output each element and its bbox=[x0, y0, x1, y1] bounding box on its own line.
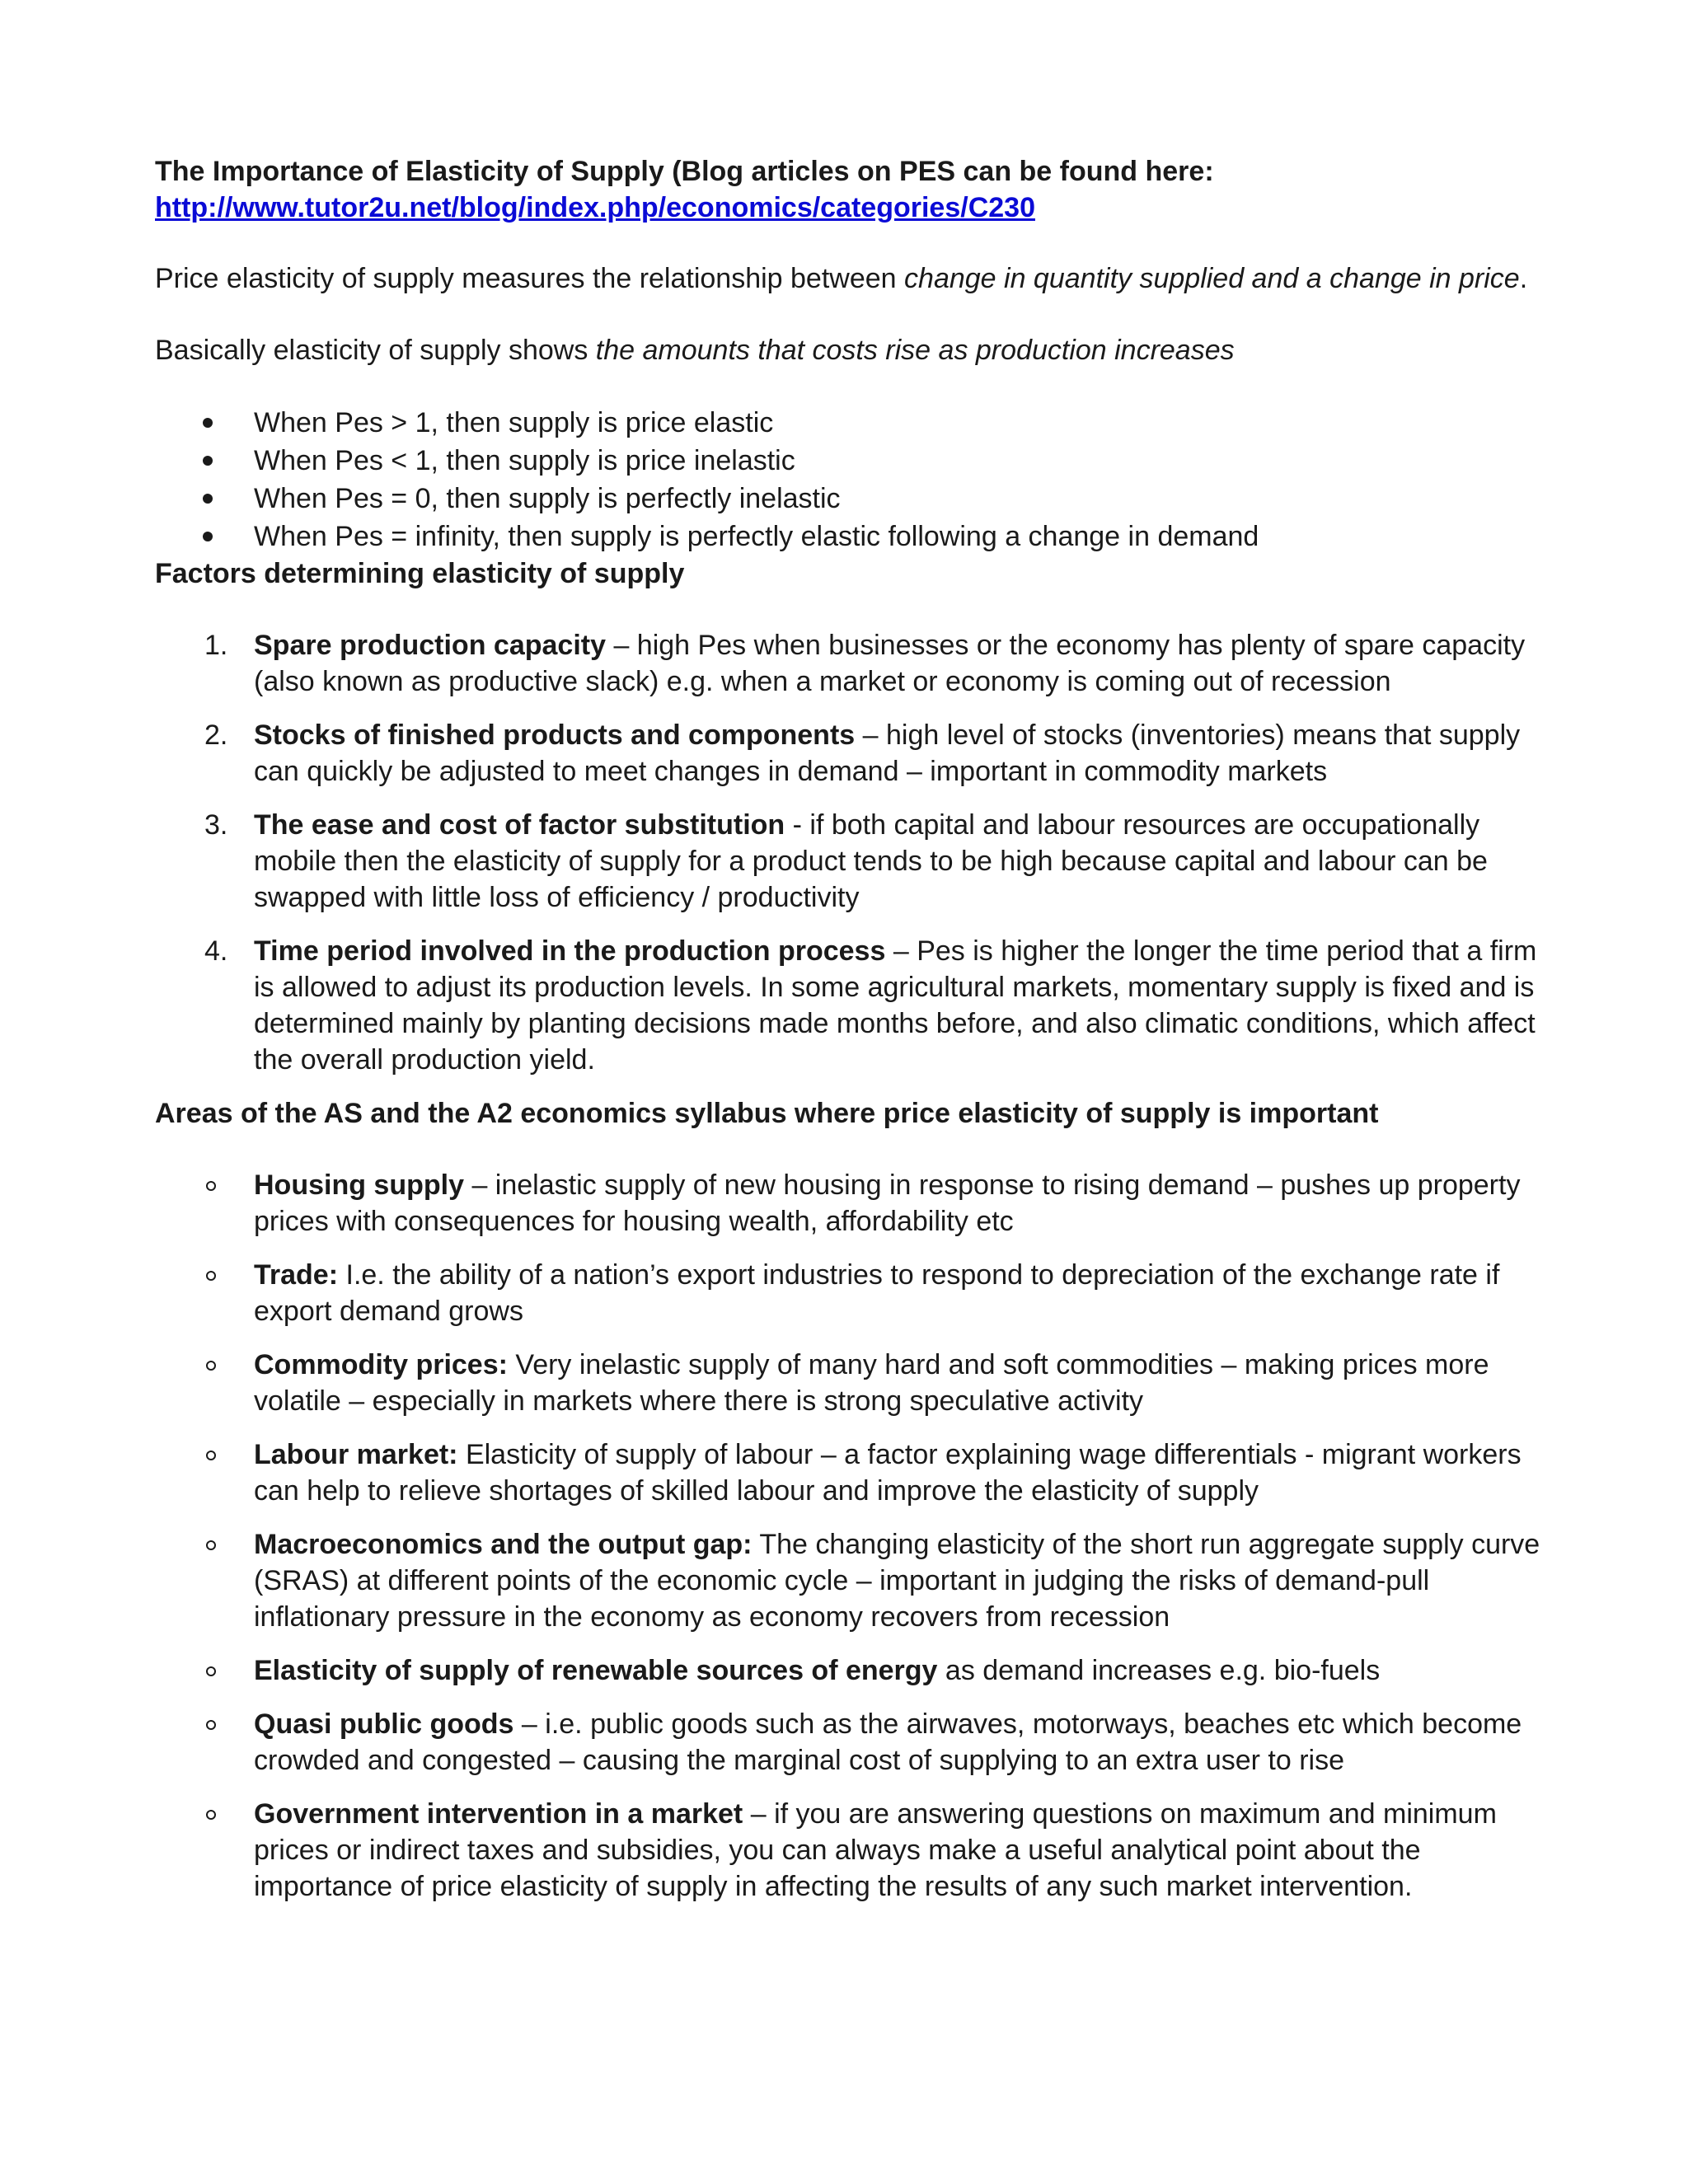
factor-text: - if both capital and labour resources are occupationally mobile then the elasticity of supply for a product tends to be high because capital and labour can be swapped with little loss of efficiency / productivity bbox=[254, 809, 1488, 913]
list-item bbox=[155, 442, 1548, 480]
list-item bbox=[155, 1706, 1548, 1779]
area-title: Elasticity of supply of renewable sources of energy bbox=[254, 1655, 938, 1686]
factor-text: – high level of stocks (inventories) means that supply can quickly be adjusted to meet changes in demand – important in commodity markets bbox=[254, 719, 1521, 787]
areas-heading: Areas of the AS and the A2 economics syllabus where price elasticity of supply is important bbox=[155, 1098, 1379, 1129]
list-item bbox=[155, 1526, 1548, 1635]
factor-title: Spare production capacity bbox=[254, 630, 606, 661]
area-text: Elasticity of supply of labour – a factor explaining wage differentials - migrant workers can help to relieve shortages of skilled labour and improve the elasticity of supply bbox=[254, 1439, 1522, 1507]
circle-bullet-icon bbox=[206, 1666, 216, 1676]
list-item bbox=[155, 717, 1548, 790]
intro-paragraph-2 bbox=[155, 332, 1548, 368]
area-text: – i.e. public goods such as the airwaves, motorways, beaches etc which become crowded and congested – causing the marginal cost of supplying to an extra user to rise bbox=[254, 1708, 1522, 1776]
bullet-icon bbox=[203, 532, 213, 541]
list-item bbox=[155, 518, 1548, 555]
area-title: Macroeconomics and the output gap: bbox=[254, 1529, 753, 1560]
list-item bbox=[155, 1347, 1548, 1419]
intro2-italic: the amounts that costs rise as production increases bbox=[595, 335, 1235, 366]
area-text: I.e. the ability of a nation’s export industries to respond to depreciation of the exchange rate if export demand grows bbox=[254, 1259, 1500, 1327]
list-item bbox=[155, 627, 1548, 700]
intro-paragraph-1 bbox=[155, 260, 1548, 297]
bullet-text: When Pes < 1, then supply is price inelastic bbox=[254, 445, 795, 476]
intro2-text: Basically elasticity of supply shows bbox=[155, 335, 596, 366]
list-item bbox=[155, 480, 1548, 518]
list-item bbox=[155, 1652, 1548, 1689]
item-number: 2. bbox=[204, 719, 228, 751]
area-text: as demand increases e.g. bio-fuels bbox=[937, 1655, 1381, 1686]
factors-list bbox=[155, 627, 1548, 1078]
document-page bbox=[155, 153, 1548, 1922]
bullet-text: When Pes = 0, then supply is perfectly inelastic bbox=[254, 483, 841, 514]
factor-text: – high Pes when businesses or the economy has plenty of spare capacity (also known as productive slack) e.g. when a market or economy is coming out of recession bbox=[254, 630, 1526, 697]
item-number: 4. bbox=[204, 935, 228, 967]
item-number: 3. bbox=[204, 809, 228, 841]
intro1-end: . bbox=[1519, 263, 1528, 294]
area-text: – if you are answering questions on maximum and minimum prices or indirect taxes and subsidies, you can always make a useful analytical point about the importance of price elasticity of supply in affecting the results of any such market intervention. bbox=[254, 1798, 1497, 1902]
circle-bullet-icon bbox=[206, 1181, 216, 1191]
area-title: Quasi public goods bbox=[254, 1708, 514, 1740]
area-text: Very inelastic supply of many hard and soft commodities – making prices more volatile – especially in markets where there is strong speculative activity bbox=[254, 1349, 1489, 1417]
area-title: Commodity prices: bbox=[254, 1349, 508, 1380]
list-item bbox=[155, 933, 1548, 1078]
area-text: – inelastic supply of new housing in response to rising demand – pushes up property prices with consequences for housing wealth, affordability etc bbox=[254, 1169, 1521, 1237]
list-item bbox=[155, 404, 1548, 442]
circle-bullet-icon bbox=[206, 1451, 216, 1460]
blog-link[interactable]: http://www.tutor2u.net/blog/index.php/economics/categories/C230 bbox=[155, 192, 1035, 223]
bullet-icon bbox=[203, 418, 213, 428]
areas-list bbox=[155, 1167, 1548, 1905]
list-item bbox=[155, 1167, 1548, 1240]
list-item bbox=[155, 1257, 1548, 1329]
factor-title: Stocks of finished products and components bbox=[254, 719, 856, 751]
circle-bullet-icon bbox=[206, 1810, 216, 1820]
list-item bbox=[155, 1796, 1548, 1905]
bullet-icon bbox=[203, 456, 213, 466]
area-text: The changing elasticity of the short run aggregate supply curve (SRAS) at different points of the economic cycle – important in judging the risks of demand-pull inflationary pressure in the economy as economy recovers from recession bbox=[254, 1529, 1540, 1633]
intro1-italic: change in quantity supplied and a change in price bbox=[904, 263, 1520, 294]
area-title: Labour market: bbox=[254, 1439, 458, 1470]
area-title: Government intervention in a market bbox=[254, 1798, 743, 1830]
circle-bullet-icon bbox=[206, 1720, 216, 1730]
item-number: 1. bbox=[204, 630, 228, 661]
circle-bullet-icon bbox=[206, 1540, 216, 1550]
bullet-text: When Pes = infinity, then supply is perfectly elastic following a change in demand bbox=[254, 521, 1259, 552]
pes-bullet-list bbox=[155, 404, 1548, 555]
factor-title: The ease and cost of factor substitution bbox=[254, 809, 785, 841]
factors-heading: Factors determining elasticity of supply bbox=[155, 558, 685, 589]
list-item bbox=[155, 807, 1548, 916]
area-title: Housing supply bbox=[254, 1169, 464, 1201]
circle-bullet-icon bbox=[206, 1271, 216, 1281]
bullet-text: When Pes > 1, then supply is price elastic bbox=[254, 407, 774, 438]
area-title: Trade: bbox=[254, 1259, 339, 1291]
circle-bullet-icon bbox=[206, 1361, 216, 1371]
list-item bbox=[155, 1436, 1548, 1509]
bullet-icon bbox=[203, 494, 213, 504]
document-title: The Importance of Elasticity of Supply (Blog articles on PES can be found here: bbox=[155, 156, 1214, 187]
intro1-text: Price elasticity of supply measures the relationship between bbox=[155, 263, 905, 294]
factor-title: Time period involved in the production process bbox=[254, 935, 886, 967]
factor-text: – Pes is higher the longer the time period that a firm is allowed to adjust its production levels. In some agricultural markets, momentary supply is fixed and is determined mainly by planting decisions made months before, and also climatic conditions, which affect the overall production yield. bbox=[254, 935, 1537, 1076]
